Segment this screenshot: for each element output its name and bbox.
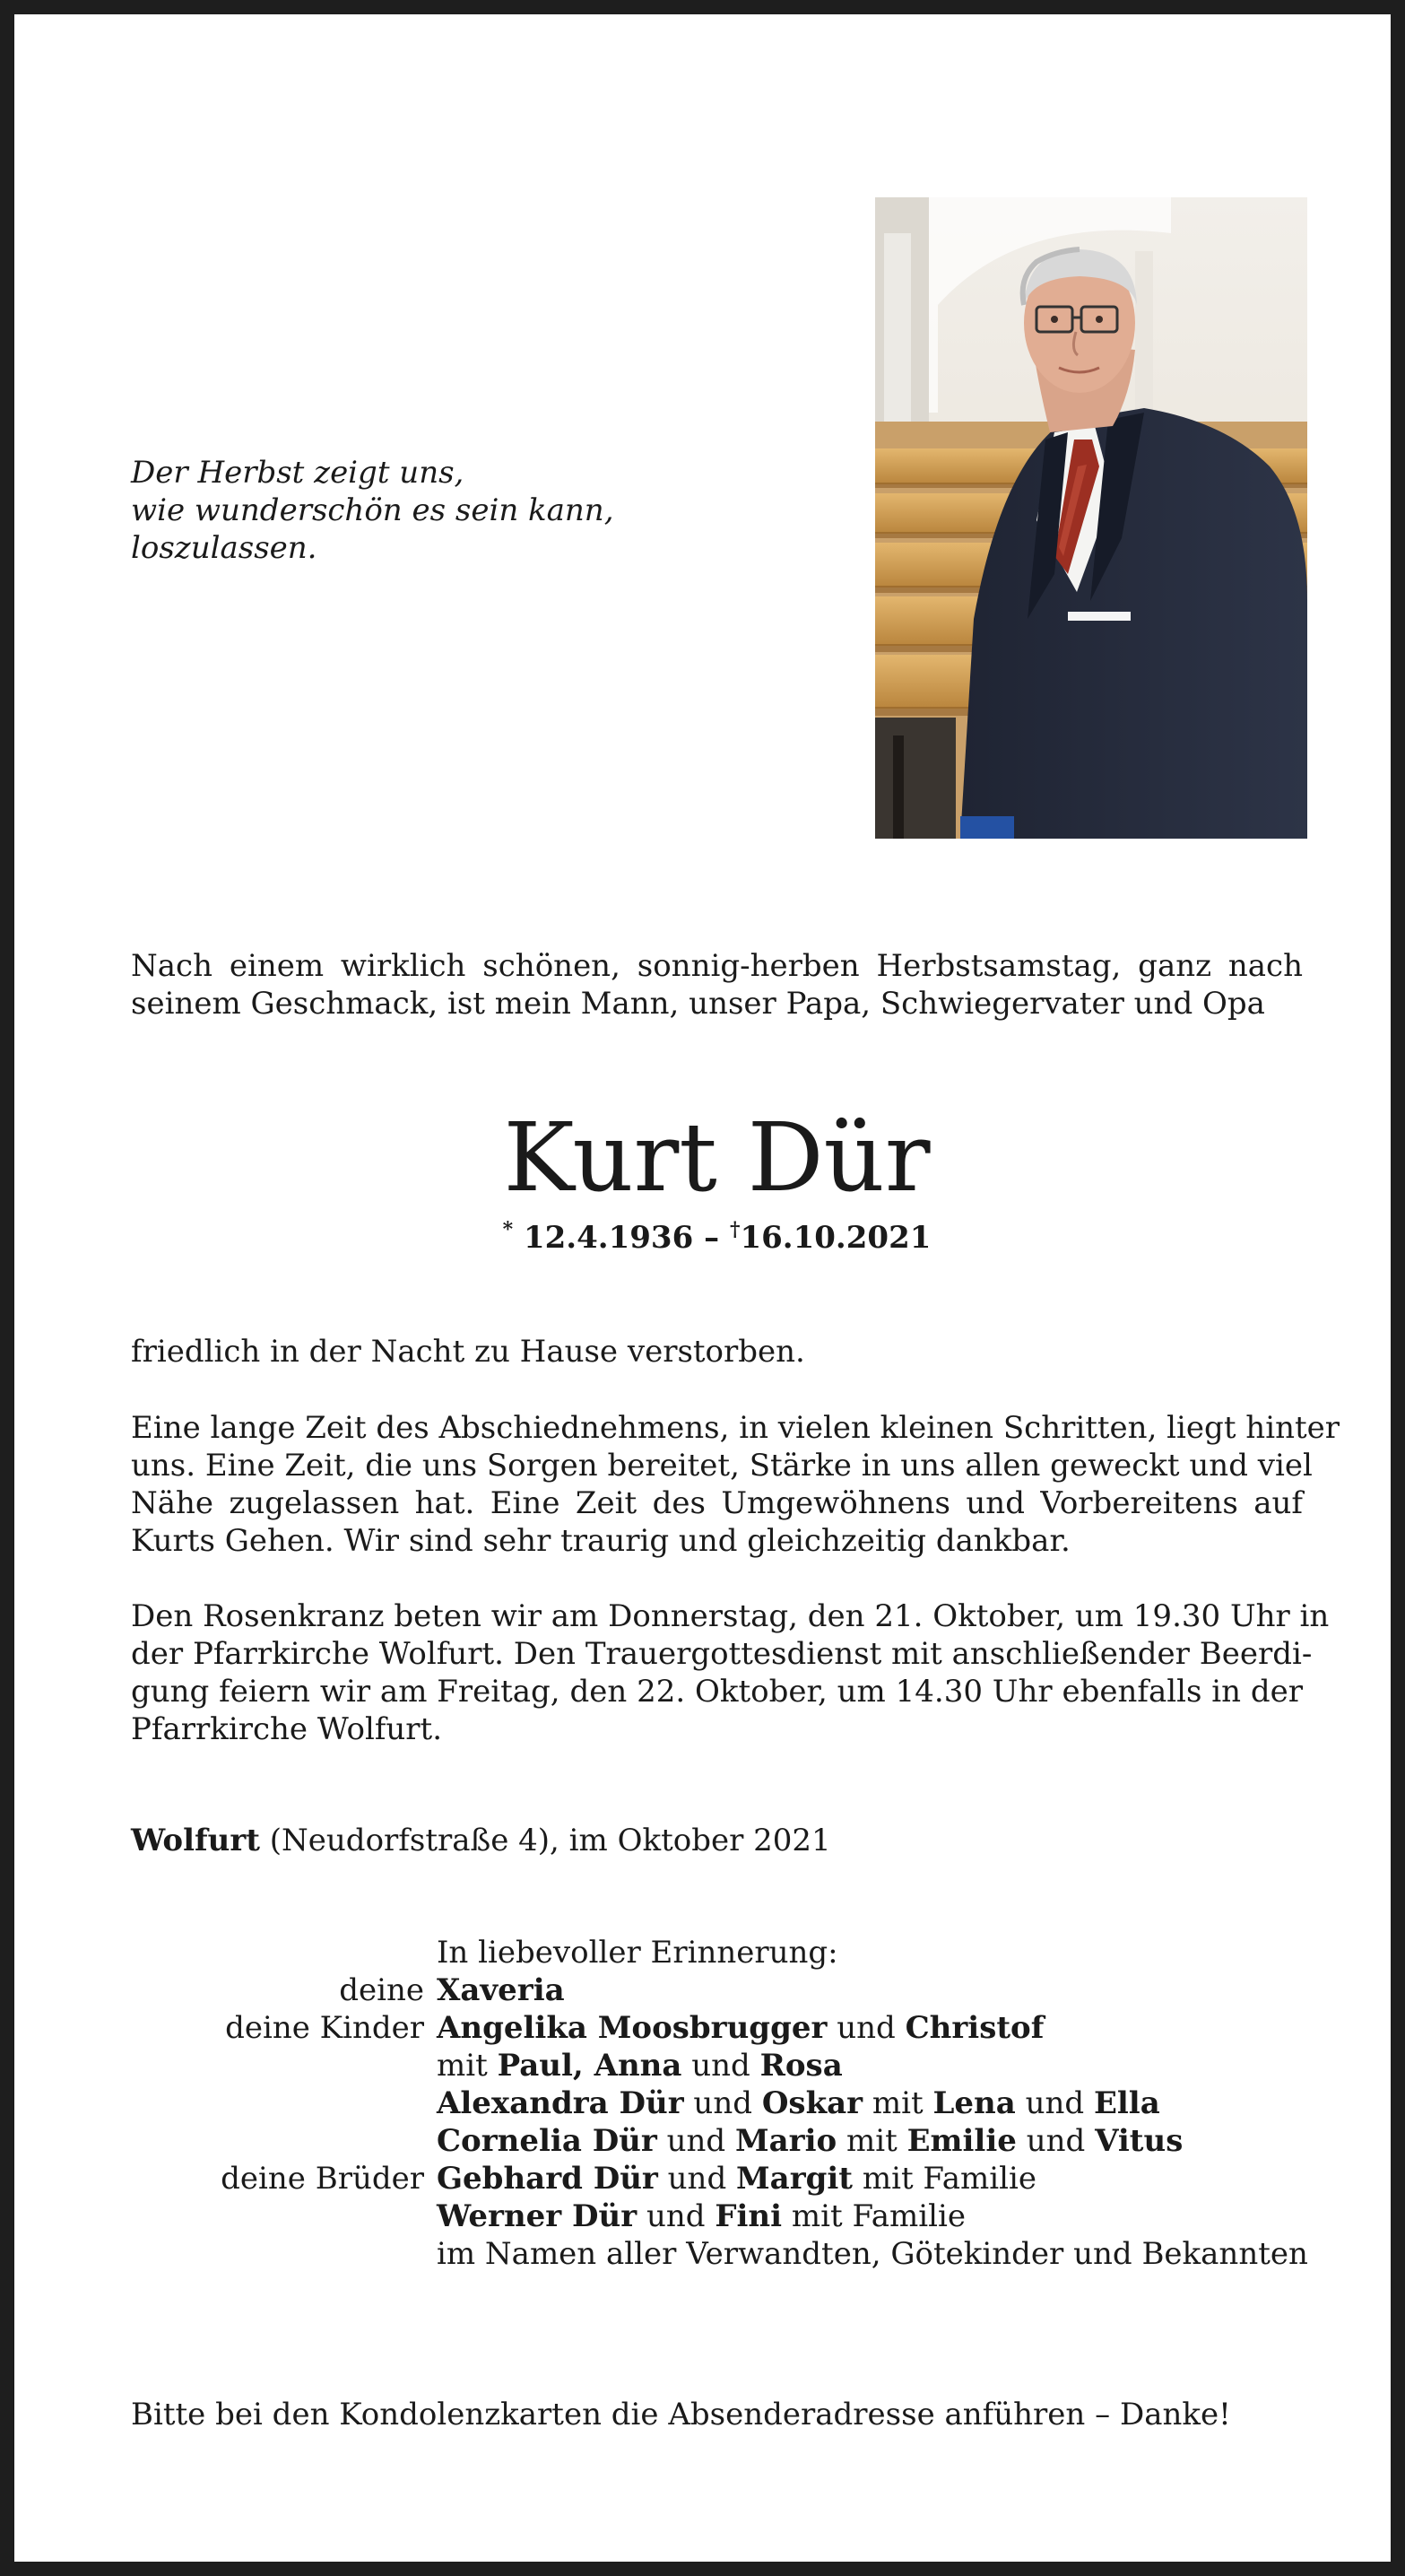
paragraph-line: friedlich in der Nacht zu Hause verstorben. xyxy=(131,1334,805,1370)
mourners-row-brothers xyxy=(14,2197,1405,2235)
paragraph-line: gung feiern wir am Freitag, den 22. Oktober, um 14.30 Uhr ebenfalls in der xyxy=(131,1674,1303,1710)
paragraph-line: Kurts Gehen. Wir sind sehr traurig und gleichzeitig dankbar. xyxy=(131,1523,1071,1559)
mourner-name: Werner Dür xyxy=(437,2198,637,2234)
deceased-name: Kurt Dür xyxy=(503,1102,931,1213)
connector-text: und xyxy=(656,2123,736,2159)
intro-text xyxy=(131,947,1303,1023)
connector-text: und xyxy=(657,2161,737,2197)
quote xyxy=(131,454,614,567)
connector-text: mit xyxy=(437,2048,498,2084)
connector-text: mit Familie xyxy=(853,2161,1036,2197)
paragraph-line: Eine lange Zeit des Abschiednehmens, in vielen kleinen Schritten, liegt hinter xyxy=(131,1410,1340,1446)
birth-symbol: * xyxy=(502,1218,514,1241)
connector-text: und xyxy=(1015,2085,1094,2121)
mourners-heading: In liebevoller Erinnerung: xyxy=(437,1935,838,1971)
mourners-label: deine Brüder xyxy=(221,2161,424,2197)
paragraph-line: der Pfarrkirche Wolfurt. Den Trauergottesdienst mit anschließender Beerdi- xyxy=(131,1636,1313,1672)
connector-text: mit xyxy=(863,2085,933,2121)
connector-text: und xyxy=(827,2010,906,2046)
mourner-name: Emilie xyxy=(906,2123,1017,2159)
paragraph-farewell xyxy=(131,1409,1340,1560)
mourner-name: Vitus xyxy=(1095,2123,1184,2159)
paragraph-line: uns. Eine Zeit, die uns Sorgen bereitet, Stärke in uns allen geweckt und viel xyxy=(131,1448,1313,1484)
connector-text: mit Familie xyxy=(782,2198,967,2234)
mourner-name: Margit xyxy=(736,2161,854,2197)
mourners-list xyxy=(14,1934,1405,2273)
connector-text: und xyxy=(1016,2123,1096,2159)
mourner-name: Fini xyxy=(715,2198,783,2234)
connector-text: mit xyxy=(837,2123,907,2159)
place-town: Wolfurt xyxy=(131,1823,260,1858)
mourner-name: Rosa xyxy=(759,2048,843,2084)
death-symbol: † xyxy=(729,1218,741,1241)
mourners-row-children xyxy=(14,2084,1405,2122)
death-date: 16.10.2021 xyxy=(740,1220,932,1256)
quote-line: wie wunderschön es sein kann, xyxy=(131,492,614,528)
intro-line: Nach einem wirklich schönen, sonnig-herben Herbstsamstag, ganz nach xyxy=(131,948,1303,984)
paragraph-line: Den Rosenkranz beten wir am Donnerstag, den 21. Oktober, um 19.30 Uhr in xyxy=(131,1598,1330,1634)
connector-text: und xyxy=(637,2198,716,2234)
mourner-name: Alexandra Dür xyxy=(437,2085,684,2121)
birth-date: 12.4.1936 xyxy=(523,1220,694,1256)
mourner-name: Cornelia Dür xyxy=(437,2123,657,2159)
mourners-heading-row xyxy=(14,1934,1405,1971)
date-separator: – xyxy=(704,1220,720,1256)
mourner-name: Christof xyxy=(905,2010,1045,2046)
intro-line: seinem Geschmack, ist mein Mann, unser Papa, Schwiegervater und Opa xyxy=(131,986,1265,1022)
mourner-name: Oskar xyxy=(761,2085,863,2121)
life-dates xyxy=(14,1216,1405,1259)
connector-text: und xyxy=(681,2048,760,2084)
mourners-closing: im Namen aller Verwandten, Götekinder und Bekannten xyxy=(437,2236,1308,2272)
paragraph-service xyxy=(131,1597,1330,1748)
mourners-row-closing xyxy=(14,2235,1405,2273)
quote-line: Der Herbst zeigt uns, xyxy=(131,455,464,491)
mourners-row-wife xyxy=(14,1971,1405,2009)
mourners-row-children xyxy=(14,2122,1405,2160)
mourners-row-children xyxy=(14,2009,1405,2047)
mourner-name: Paul, Anna xyxy=(497,2048,682,2084)
mourners-label: deine xyxy=(339,1972,424,2008)
footer-note: Bitte bei den Kondolenzkarten die Absenderadresse anführen – Danke! xyxy=(131,2397,1231,2432)
paragraph-passing xyxy=(131,1333,1303,1371)
mourner-name: Lena xyxy=(932,2085,1016,2121)
paragraph-line: Pfarrkirche Wolfurt. xyxy=(131,1711,443,1747)
mourner-name: Mario xyxy=(735,2123,837,2159)
mourners-row-brothers xyxy=(14,2160,1405,2197)
place-address-date: (Neudorfstraße 4), im Oktober 2021 xyxy=(259,1823,831,1858)
place-date-line xyxy=(131,1822,831,1859)
portrait-photo xyxy=(875,197,1307,839)
mourner-name: Gebhard Dür xyxy=(437,2161,658,2197)
mourner-name: Xaveria xyxy=(437,1972,565,2008)
quote-line: loszulassen. xyxy=(131,530,317,566)
mourner-name: Ella xyxy=(1093,2085,1160,2121)
mourners-row-grandchildren xyxy=(14,2047,1405,2084)
connector-text: und xyxy=(683,2085,762,2121)
paragraph-line: Nähe zugelassen hat. Eine Zeit des Umgewöhnens und Vorbereitens auf xyxy=(131,1485,1303,1521)
mourners-label: deine Kinder xyxy=(225,2010,424,2046)
mourner-name: Angelika Moosbrugger xyxy=(437,2010,828,2046)
